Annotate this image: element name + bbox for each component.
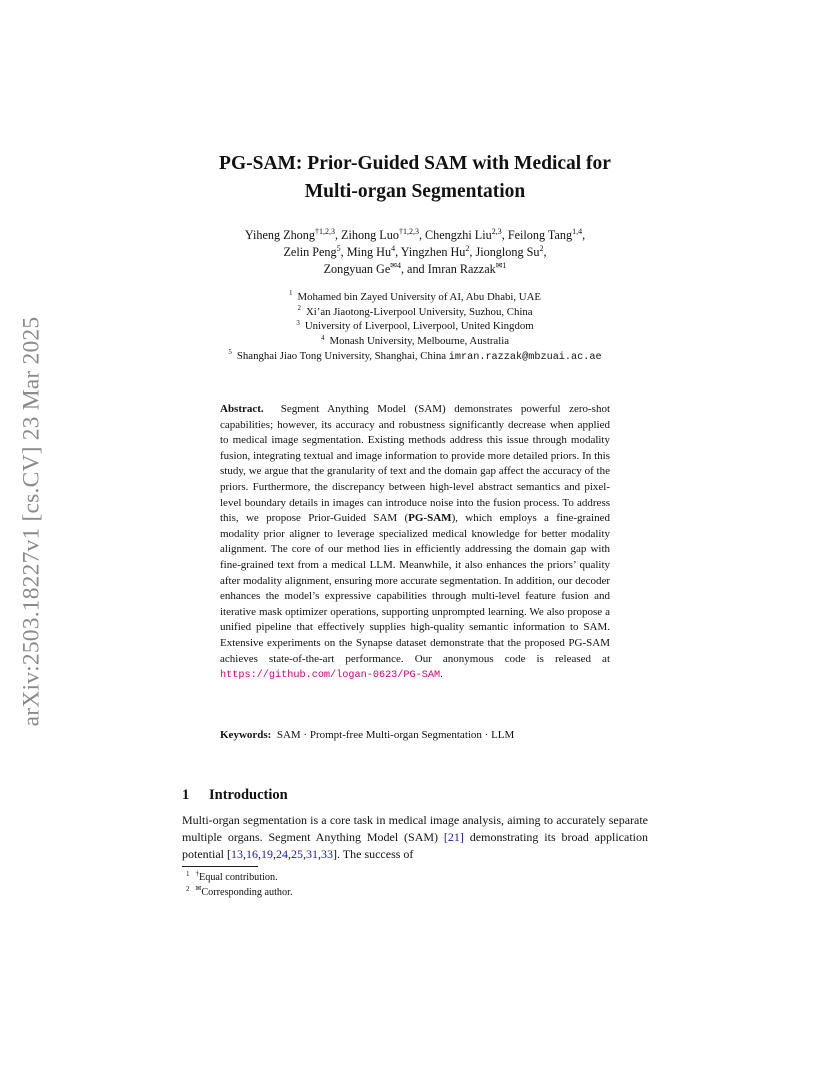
paper-title [182, 150, 648, 206]
keywords-label: Keywords: [220, 729, 272, 741]
citation-link[interactable]: [21] [443, 830, 464, 844]
keywords-text: SAM · Prompt-free Multi-organ Segmentation · LLM [276, 729, 515, 741]
author: Yingzhen Hu$^2$, [400, 243, 476, 259]
affiliation: $^2$ Xi’an Jiaotong-Liverpool University, Suzhou, China [297, 304, 533, 318]
author: Zelin Peng$^5$, [283, 243, 347, 259]
author: Imran Razzak$^{✉1}$ [427, 260, 507, 276]
footnote: $^2$ ✉Corresponding author. [186, 884, 293, 898]
affiliation-list [182, 290, 648, 366]
introduction-paragraph: Multi-organ segmentation is a core task in medical image analysis, aiming to accurately separate multiple organs. Segment Anything Model (SAM) [21] demonstrating its broad application potential [13,16,19,24,25,31,33]. The success of [182, 813, 648, 861]
abstract-text-2: ), which employs a fine-grained modality prior aligner to leverage specialized medical knowledge for better modality alignment. The core of our method lies in efficiently addressing the domain gap with fine-grained text from a medical LLM. Meanwhile, it also enhances the priors’ quality after modality alignment, ensuring more accurate segmentation. In addition, our decoder enhances the model’s expressive capabilities through multi-level feature fusion and iterative mask optimizer operations, supporting unprompted learning. We also propose a unified pipeline that effectively supplies high-quality semantic information to SAM. Extensive experiments on the Synapse dataset demonstrate that the proposed PG-SAM achieves state-of-the-art performance. Our anonymous code is released at [220, 512, 610, 665]
author-list [182, 227, 648, 278]
citation-link[interactable]: 25 [291, 847, 303, 861]
keywords [220, 728, 610, 743]
title-line-1: PG-SAM: Prior-Guided SAM with Medical for [219, 153, 611, 174]
citation-link[interactable]: 31 [306, 847, 318, 861]
citation-link[interactable]: 33 [321, 847, 333, 861]
author: Zongyuan $Ge^{✉4}$, and [323, 260, 428, 276]
footnotes [186, 870, 646, 900]
abstract: Abstract. Segment Anything Model (SAM) demonstrates powerful zero-shot capabilities; however, its accuracy and robustness significantly decrease when applied to medical image segmentation. Existing methods address this issue through modality fusion, integrating textual and image information to provide more detailed priors. In this study, we argue that the granularity of text and the domain gap affect the accuracy of the priors. Furthermore, the discrepancy between high-level abstract semantics and pixel-level boundary details in images can introduce noise into the fusion process. To address this, we propose Prior-Guided SAM (PG-SAM), which employs a fine-grained modality prior aligner to leverage specialized medical knowledge for better modality alignment. The core of our method lies in efficiently addressing the domain gap with fine-grained text from a medical LLM. Meanwhile, it also enhances the priors’ quality after modality alignment, ensuring more accurate segmentation. In addition, our decoder enhances the model’s expressive capabilities through multi-level feature fusion and iterative mask optimizer operations, supporting unprompted learning. We also propose a unified pipeline that effectively supplies high-quality semantic information to SAM. Extensive experiments on the Synapse dataset demonstrate that the proposed PG-SAM achieves state-of-the-art performance. Our anonymous code is released at https://github.com/logan-0623/PG-SAM. [220, 403, 610, 682]
footnote: $^1$ †Equal contribution. [186, 869, 278, 883]
affiliation: $^4$ Monash University, Melbourne, Australia [320, 333, 510, 348]
citation-link[interactable]: 24 [276, 847, 288, 861]
affiliation: $^3$ University of Liverpool, Liverpool, United Kingdom [296, 318, 534, 333]
abstract-label: Abstract. [220, 403, 264, 415]
title-line-2: Multi-organ Segmentation [304, 181, 526, 202]
citation-link[interactable]: 19 [261, 847, 273, 861]
section-title: Introduction [209, 787, 288, 803]
code-repository-link[interactable]: https://github.com/logan-0623/PG-SAM [220, 670, 441, 682]
author: Yiheng Zhong$^{\dagger 1,2,3}$, [244, 226, 342, 242]
abstract-method-name: PG-SAM [408, 512, 452, 525]
author: Zihong Luo$^{\dagger 1,2,3}$, [341, 226, 426, 242]
author: Chengzhi Liu$^{2,3}$, [425, 226, 508, 242]
section-heading [182, 786, 648, 804]
author: Jionglong Su$^2$, [475, 243, 547, 259]
abstract-text-1: Segment Anything Model (SAM) demonstrates powerful zero-shot capabilities; however, its accuracy and robustness significantly decrease when applied to medical image segmentation. Existing methods address this issue through modality fusion, integrating textual and image information to provide more detailed priors. In this study, we argue that the granularity of text and the domain gap affect the accuracy of the priors. Furthermore, the discrepancy between high-level abstract semantics and pixel-level boundary details in images can introduce noise into the fusion process. To address this, we propose Prior-Guided SAM ( [220, 403, 610, 525]
author: Feilong Tang$^{1,4}$, [507, 226, 586, 242]
arxiv-identifier: arXiv:2503.18227v1 [cs.CV] 23 Mar 2025 [18, 316, 45, 726]
corresponding-email[interactable]: imran.razzak@mbzuai.ac.ae [448, 351, 602, 363]
citation-link[interactable]: 13 [231, 847, 243, 861]
author: Ming Hu$^4$, [346, 243, 401, 259]
arxiv-side-stamp [10, 282, 54, 760]
footnote-divider [182, 866, 258, 867]
citation-link[interactable]: 16 [246, 847, 258, 861]
affiliation: $^5$ Shanghai Jiao Tong University, Shanghai, China imran.razzak@mbzuai.ac.ae [228, 348, 602, 363]
section-number: 1 [182, 787, 190, 803]
affiliation: $^1$ Mohamed bin Zayed University of AI, Abu Dhabi, UAE [289, 289, 541, 303]
